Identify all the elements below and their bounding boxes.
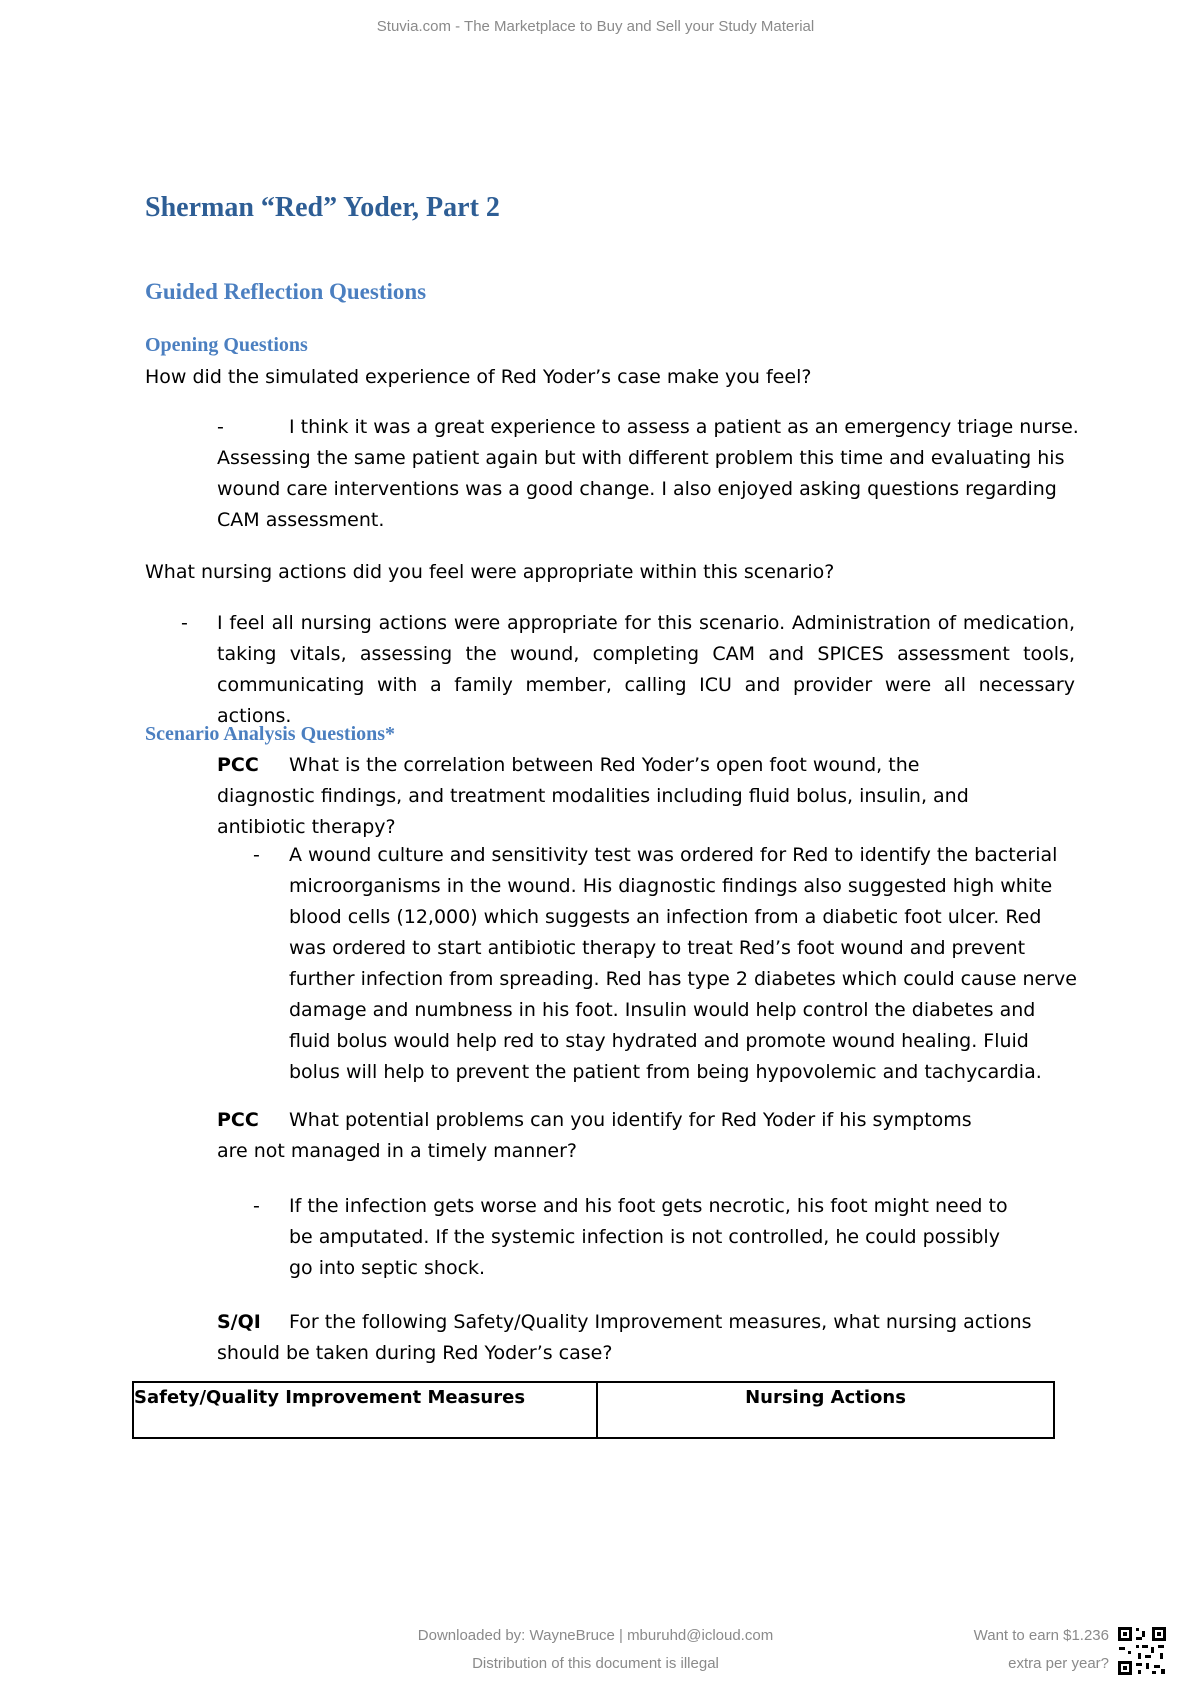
answer-1-first-line: I think it was a great experience to assess a patient as an emergency triage nurse. bbox=[289, 416, 1079, 438]
scenario-answer-2-dash: - bbox=[253, 1195, 260, 1217]
stuvia-watermark: Stuvia.com - The Marketplace to Buy and Sell your Study Material bbox=[376, 18, 815, 35]
answer-1-dash: - bbox=[217, 416, 224, 438]
opening-question-2: What nursing actions did you feel were appropriate within this scenario? bbox=[145, 561, 835, 583]
scenario-tag-1: PCC bbox=[217, 754, 259, 776]
scenario-tag-3: S/QI bbox=[217, 1311, 261, 1333]
scenario-question-1: What is the correlation between Red Yoder’s open foot wound, the diagnostic findings, and treatment modalities including fluid bolus, insulin, and antibiotic therapy? bbox=[217, 754, 969, 838]
opening-questions-heading: Opening Questions bbox=[145, 334, 308, 356]
answer-2-body: I feel all nursing actions were appropriate for this scenario. Administration of medication, taking vitals, assessing the wound, completing CAM and SPICES assessment tools, communicating with a family member, calling ICU and provider were all necessary actions. bbox=[217, 612, 1075, 727]
scenario-analysis-heading: Scenario Analysis Questions* bbox=[145, 723, 396, 745]
scenario-answer-1: A wound culture and sensitivity test was ordered for Red to identify the bacterial microorganisms in the wound. His diagnostic findings also suggested high white blood cells (12,000) which suggests an infection from a diabetic foot ulcer. Red was ordered to start antibiotic therapy to treat Red’s foot wound and prevent further infection from spreading. Red has type 2 diabetes which could cause nerve damage and numbness in his foot. Insulin would help control the diabetes and fluid bolus would help red to stay hydrated and promote wound healing. Fluid bolus will help to prevent the patient from being hypovolemic and tachycardia. bbox=[289, 844, 1077, 1083]
opening-question-1: How did the simulated experience of Red Yoder’s case make you feel? bbox=[145, 366, 812, 388]
scenario-answer-2: If the infection gets worse and his foot gets necrotic, his foot might need to be amputated. If the systemic infection is not controlled, he could possibly go into septic shock. bbox=[289, 1195, 1008, 1279]
table-header-nursing-actions: Nursing Actions bbox=[597, 1382, 1054, 1438]
table-header-measures: Safety/Quality Improvement Measures bbox=[133, 1382, 597, 1438]
scenario-answer-1-dash: - bbox=[253, 844, 260, 866]
answer-2-dash: - bbox=[181, 612, 188, 634]
scenario-question-3: For the following Safety/Quality Improvement measures, what nursing actions should be taken during Red Yoder’s case? bbox=[217, 1311, 1032, 1364]
section-heading: Guided Reflection Questions bbox=[145, 279, 427, 304]
footer-earn-line-2: extra per year? bbox=[1008, 1655, 1109, 1672]
safety-quality-table bbox=[132, 1381, 1055, 1439]
footer-downloaded-by: Downloaded by: WayneBruce | mburuhd@icloud.com bbox=[417, 1627, 774, 1644]
footer-distribution-notice: Distribution of this document is illegal bbox=[472, 1655, 719, 1672]
answer-1-body: Assessing the same patient again but with different problem this time and evaluating his wound care interventions was a good change. I also enjoyed asking questions regarding CAM assessment. bbox=[217, 447, 1065, 531]
scenario-question-2: What potential problems can you identify for Red Yoder if his symptoms are not managed in a timely manner? bbox=[217, 1109, 972, 1162]
qr-code-icon[interactable] bbox=[1116, 1625, 1168, 1677]
footer-earn-line-1: Want to earn $1.236 bbox=[973, 1627, 1109, 1644]
document-title: Sherman “Red” Yoder, Part 2 bbox=[145, 192, 500, 223]
scenario-tag-2: PCC bbox=[217, 1109, 259, 1131]
